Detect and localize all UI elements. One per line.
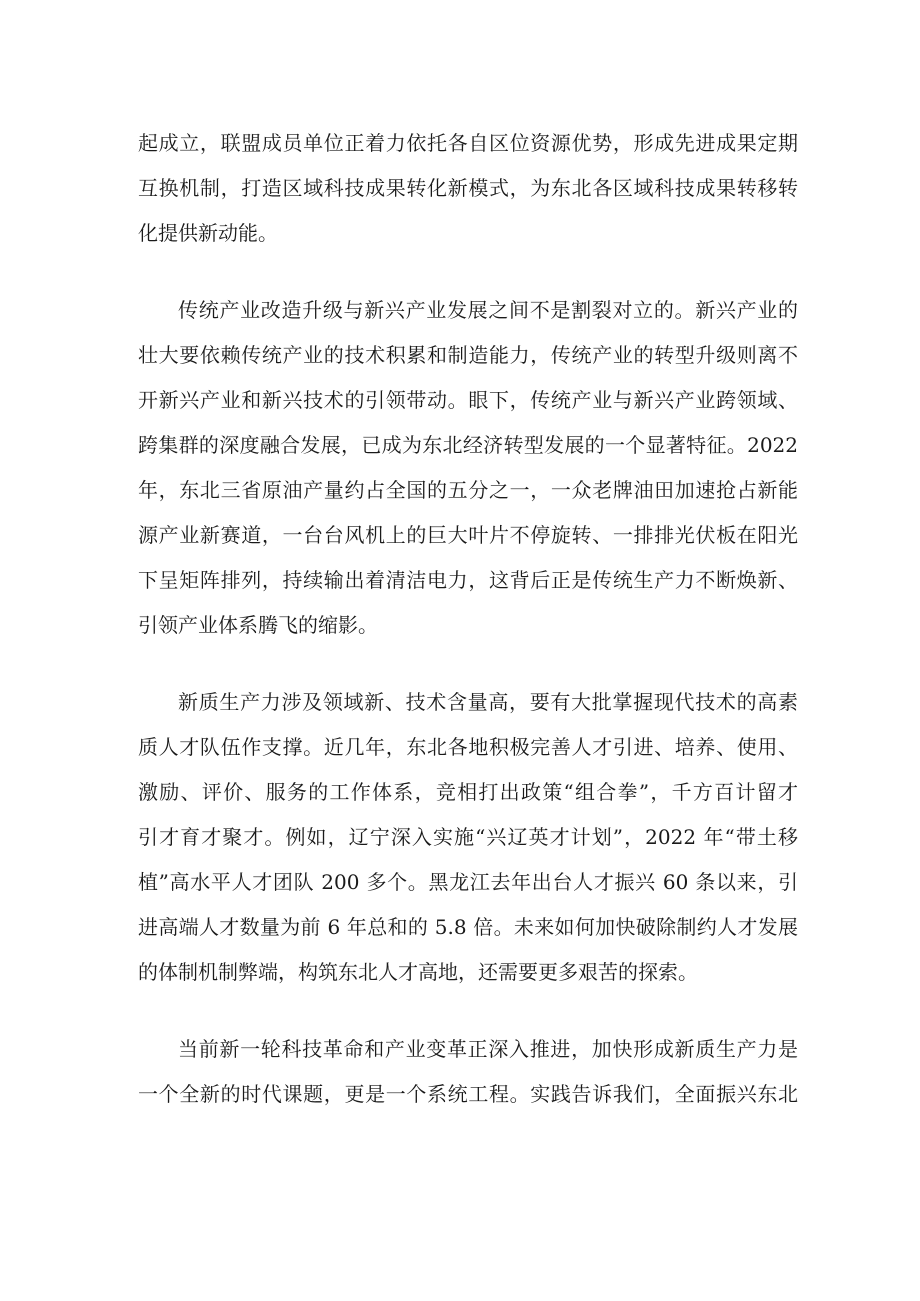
paragraph-3 bbox=[138, 680, 798, 995]
text-line: 当前新一轮科技革命和产业变革正深入推进，加快形成新质生产力是 bbox=[178, 1037, 798, 1061]
text-line: 引才育才聚才。例如，辽宁深入实施“兴辽英才计划”，2022 年“带土移 bbox=[138, 825, 798, 849]
text-line: 化提供新动能。 bbox=[138, 221, 278, 245]
text-line: 质人才队伍作支撑。近几年，东北各地积极完善人才引进、培养、使用、 bbox=[138, 735, 798, 759]
text-line: 新质生产力涉及领域新、技术含量高，要有大批掌握现代技术的高素 bbox=[178, 690, 798, 714]
text-line: 植”高水平人才团队 200 多个。黑龙江去年出台人才振兴 60 条以来，引 bbox=[138, 870, 798, 894]
paragraph-2 bbox=[138, 288, 798, 648]
text-line: 开新兴产业和新兴技术的引领带动。眼下，传统产业与新兴产业跨领域、 bbox=[138, 388, 798, 412]
paragraph-4 bbox=[138, 1027, 798, 1117]
text-line: 进高端人才数量为前 6 年总和的 5.8 倍。未来如何加快破除制约人才发展 bbox=[138, 915, 798, 939]
text-line: 的体制机制弊端，构筑东北人才高地，还需要更多艰苦的探索。 bbox=[138, 960, 698, 984]
text-line: 壮大要依赖传统产业的技术积累和制造能力，传统产业的转型升级则离不 bbox=[138, 343, 798, 367]
text-line: 激励、评价、服务的工作体系，竞相打出政策“组合拳”，千方百计留才 bbox=[138, 780, 798, 804]
text-line: 跨集群的深度融合发展，已成为东北经济转型发展的一个显著特征。2022 bbox=[138, 433, 798, 457]
text-line: 起成立，联盟成员单位正着力依托各自区位资源优势，形成先进成果定期 bbox=[138, 131, 798, 155]
text-line: 一个全新的时代课题，更是一个系统工程。实践告诉我们，全面振兴东北 bbox=[138, 1082, 798, 1106]
text-line: 源产业新赛道，一台台风机上的巨大叶片不停旋转、一排排光伏板在阳光 bbox=[138, 523, 798, 547]
text-line: 下呈矩阵排列，持续输出着清洁电力，这背后正是传统生产力不断焕新、 bbox=[138, 568, 798, 592]
text-line: 引领产业体系腾飞的缩影。 bbox=[138, 613, 378, 637]
text-line: 年，东北三省原油产量约占全国的五分之一，一众老牌油田加速抢占新能 bbox=[138, 478, 798, 502]
text-line: 传统产业改造升级与新兴产业发展之间不是割裂对立的。新兴产业的 bbox=[178, 298, 798, 322]
text-line: 互换机制，打造区域科技成果转化新模式，为东北各区域科技成果转移转 bbox=[138, 176, 798, 200]
body-text bbox=[138, 121, 798, 1149]
paragraph-1 bbox=[138, 121, 798, 256]
